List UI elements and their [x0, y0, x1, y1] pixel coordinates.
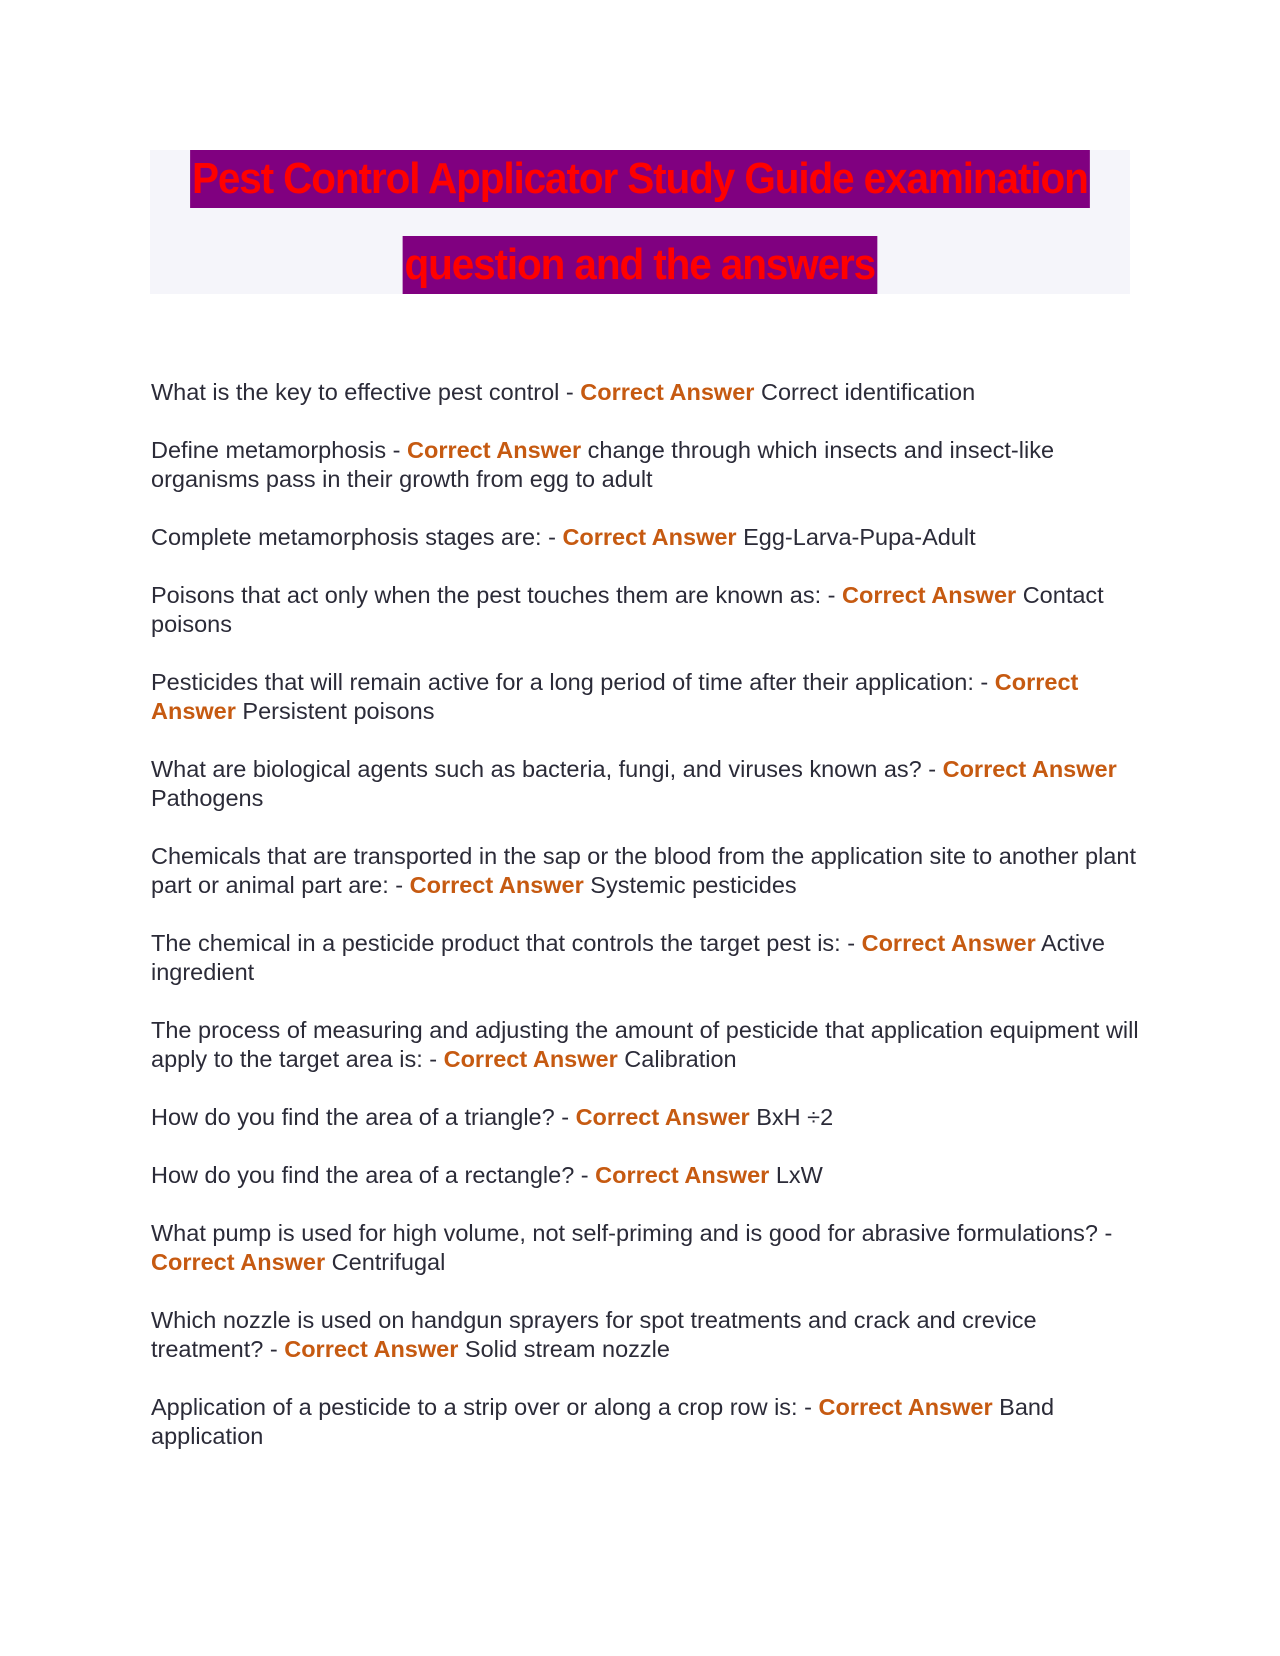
answer-text: Systemic pesticides — [590, 872, 797, 898]
separator: - — [559, 379, 581, 405]
title-line-2 — [150, 236, 1130, 294]
question-text: How do you find the area of a rectangle? — [151, 1162, 575, 1188]
separator: - — [422, 1046, 444, 1072]
document-title — [150, 150, 1130, 294]
qa-item — [151, 436, 1141, 494]
answer-text: BxH ÷2 — [756, 1104, 834, 1130]
correct-answer-label: Correct Answer — [284, 1336, 459, 1362]
correct-answer-label: Correct Answer — [409, 872, 584, 898]
correct-answer-label: Correct Answer — [861, 930, 1036, 956]
answer-text: Correct identification — [760, 379, 976, 405]
question-text: Chemicals that are transported in the sap or the blood from the application site to another plant part or animal part are: — [151, 843, 1136, 898]
question-text: What pump is used for high volume, not self-priming and is good for abrasive formulations? — [151, 1220, 1098, 1246]
correct-answer-label: Correct Answer — [151, 669, 1079, 724]
answer-text: LxW — [775, 1162, 823, 1188]
separator: - — [973, 669, 995, 695]
qa-item — [151, 1161, 1141, 1190]
correct-answer-label: Correct Answer — [842, 582, 1017, 608]
qa-item — [151, 1103, 1141, 1132]
answer-text: Active ingredient — [151, 930, 1105, 985]
separator: - — [263, 1336, 285, 1362]
correct-answer-label: Correct Answer — [580, 379, 755, 405]
question-text: How do you find the area of a triangle? — [151, 1104, 555, 1130]
answer-text: Calibration — [624, 1046, 737, 1072]
separator: - — [921, 756, 943, 782]
answer-text: Contact poisons — [151, 582, 1104, 637]
answer-text: Persistent poisons — [242, 698, 435, 724]
question-text: Which nozzle is used on handgun sprayers for spot treatments and crack and crevice treatment? — [151, 1307, 1037, 1362]
correct-answer-label: Correct Answer — [595, 1162, 770, 1188]
separator: - — [554, 1104, 576, 1130]
qa-item — [151, 378, 1141, 407]
question-text: Application of a pesticide to a strip over or along a crop row is: — [151, 1394, 798, 1420]
question-text: Poisons that act only when the pest touches them are known as: — [151, 582, 822, 608]
separator: - — [388, 872, 410, 898]
correct-answer-label: Correct Answer — [942, 756, 1117, 782]
question-text: Complete metamorphosis stages are: — [151, 524, 542, 550]
question-text: What are biological agents such as bacteria, fungi, and viruses known as? — [151, 756, 922, 782]
correct-answer-label: Correct Answer — [443, 1046, 618, 1072]
correct-answer-label: Correct Answer — [562, 524, 737, 550]
correct-answer-label: Correct Answer — [151, 1249, 326, 1275]
qa-item — [151, 1016, 1141, 1074]
question-text: The process of measuring and adjusting the amount of pesticide that application equipment will apply to the target area is: — [151, 1017, 1139, 1072]
separator: - — [840, 930, 862, 956]
separator: - — [1098, 1220, 1113, 1246]
qa-item — [151, 1306, 1141, 1364]
qa-item — [151, 1393, 1141, 1451]
title-text-1: Pest Control Applicator Study Guide examination — [190, 150, 1089, 208]
separator: - — [797, 1394, 819, 1420]
answer-text: Solid stream nozzle — [464, 1336, 670, 1362]
answer-text: Egg-Larva-Pupa-Adult — [743, 524, 976, 550]
correct-answer-label: Correct Answer — [407, 437, 582, 463]
answer-text: Band application — [151, 1394, 1055, 1449]
question-text: The chemical in a pesticide product that controls the target pest is: — [151, 930, 841, 956]
correct-answer-label: Correct Answer — [818, 1394, 993, 1420]
question-text: Pesticides that will remain active for a long period of time after their application: — [151, 669, 974, 695]
question-text: What is the key to effective pest control — [151, 379, 560, 405]
answer-text: change through which insects and insect-like organisms pass in their growth from egg to adult — [151, 437, 1055, 492]
title-text-2: question and the answers — [403, 236, 877, 294]
qa-item — [151, 842, 1141, 900]
correct-answer-label: Correct Answer — [575, 1104, 750, 1130]
qa-list — [151, 378, 1141, 1480]
qa-item — [151, 1219, 1141, 1277]
qa-item — [151, 581, 1141, 639]
question-text: Define metamorphosis — [151, 437, 387, 463]
answer-text: Pathogens — [151, 785, 264, 811]
separator: - — [541, 524, 563, 550]
answer-text: Centrifugal — [331, 1249, 446, 1275]
qa-item — [151, 523, 1141, 552]
qa-item — [151, 668, 1141, 726]
separator: - — [574, 1162, 596, 1188]
separator: - — [386, 437, 407, 463]
qa-item — [151, 755, 1141, 813]
separator: - — [821, 582, 843, 608]
title-line-1 — [150, 150, 1130, 236]
qa-item — [151, 929, 1141, 987]
